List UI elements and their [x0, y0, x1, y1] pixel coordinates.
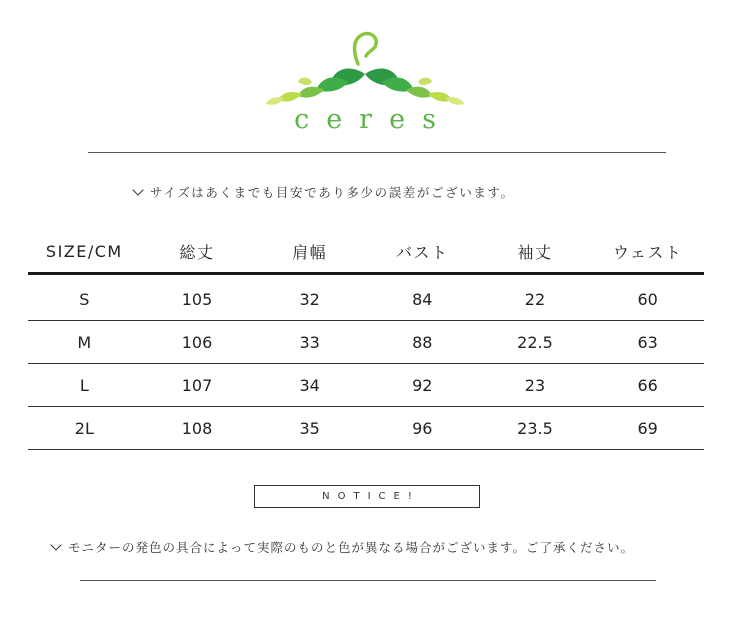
cell-waist: 60: [591, 274, 704, 321]
cell-length: 105: [141, 274, 254, 321]
cell-size: M: [28, 321, 141, 364]
notice-note-text: モニターの発色の具合によって実際のものと色が異なる場合がございます。ご了承ください。: [68, 540, 635, 555]
brand-name: ceres: [294, 104, 453, 135]
header-shoulder: 肩幅: [253, 230, 366, 274]
header-bust: バスト: [366, 230, 479, 274]
header-sleeve: 袖丈: [479, 230, 592, 274]
cell-shoulder: 34: [253, 364, 366, 407]
hanger-icon: [355, 34, 377, 64]
notice-note: [52, 538, 634, 556]
footer-divider: [80, 580, 656, 581]
header-waist: ウェスト: [591, 230, 704, 274]
table-row: [28, 321, 704, 364]
table-row: [28, 407, 704, 450]
size-note: [134, 183, 515, 201]
cell-length: 106: [141, 321, 254, 364]
header-size: SIZE/CM: [28, 230, 141, 274]
cell-bust: 92: [366, 364, 479, 407]
table-row: [28, 364, 704, 407]
cell-bust: 96: [366, 407, 479, 450]
cell-bust: 84: [366, 274, 479, 321]
cell-sleeve: 23.5: [479, 407, 592, 450]
notice-label: NOTICE!: [254, 485, 480, 508]
leaf-garland-icon: [266, 69, 464, 105]
size-table: [28, 230, 704, 450]
table-header-row: [28, 230, 704, 274]
header-divider: [88, 152, 666, 153]
cell-shoulder: 33: [253, 321, 366, 364]
cell-sleeve: 23: [479, 364, 592, 407]
cell-size: S: [28, 274, 141, 321]
cell-waist: 63: [591, 321, 704, 364]
cell-waist: 69: [591, 407, 704, 450]
chevron-down-icon: [50, 539, 61, 550]
size-note-text: サイズはあくまでも目安であり多少の誤差がございます。: [150, 185, 515, 200]
cell-size: 2L: [28, 407, 141, 450]
table-row: [28, 274, 704, 321]
cell-waist: 66: [591, 364, 704, 407]
cell-bust: 88: [366, 321, 479, 364]
cell-sleeve: 22: [479, 274, 592, 321]
cell-sleeve: 22.5: [479, 321, 592, 364]
cell-size: L: [28, 364, 141, 407]
cell-length: 107: [141, 364, 254, 407]
cell-shoulder: 35: [253, 407, 366, 450]
header-length: 総丈: [141, 230, 254, 274]
cell-length: 108: [141, 407, 254, 450]
chevron-down-icon: [132, 184, 143, 195]
cell-shoulder: 32: [253, 274, 366, 321]
